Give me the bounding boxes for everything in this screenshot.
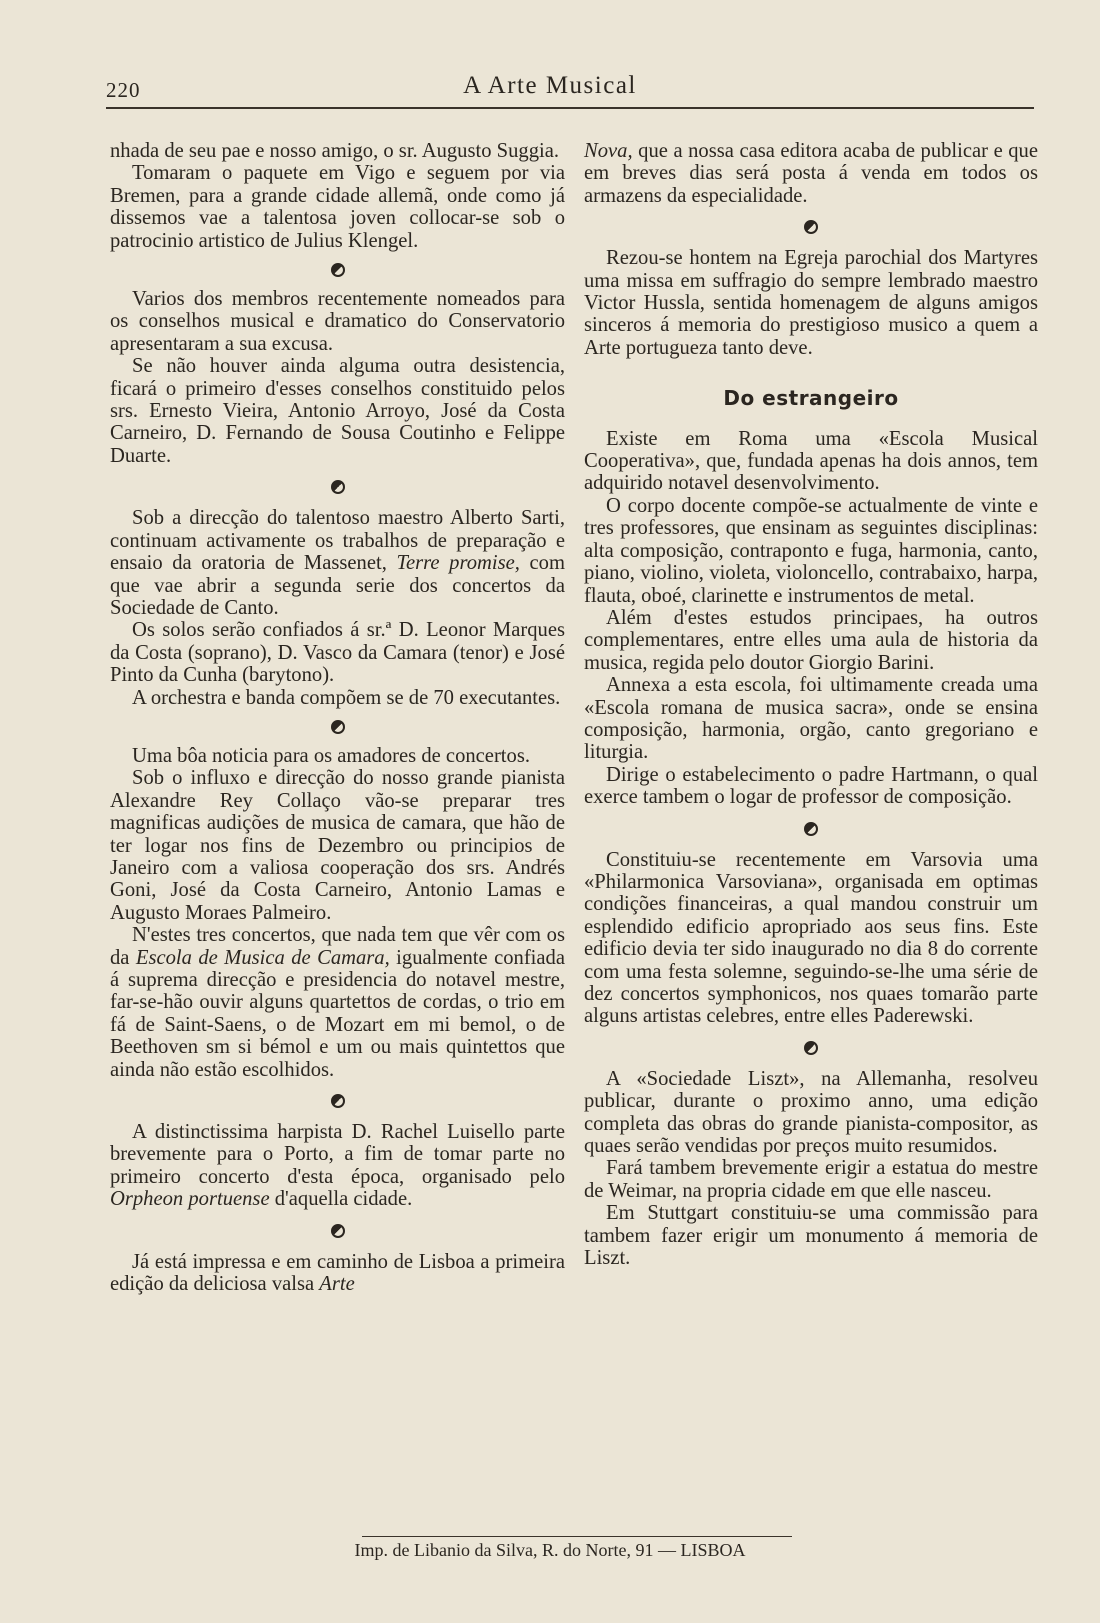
paragraph: N'estes tres concertos, que nada tem que vêr com os da Escola de Musica de Camara, igualmente confiada á suprema direcção e presidencia do notavel mestre, far-se-hão ouvir alguns quartettos de cordas, o trio em fá de Saint-Saens, o de Mozart em mi bemol, o de Beethoven sm si bémol e um ou mais quintettos que ainda não estão escolhidos. [110,924,565,1081]
left-column [110,140,565,1295]
section-ornament [584,207,1038,247]
paragraph: Os solos serão confiados á sr.ª D. Leonor Marques da Costa (soprano), D. Vasco da Camara (tenor) e José Pinto da Cunha (barytono). [110,619,565,687]
paragraph: Existe em Roma uma «Escola Musical Cooperativa», que, fundada apenas ha dois annos, tem adquirido notavel desenvolvimento. [584,427,1038,495]
ornament-icon [804,1041,818,1055]
paragraph: A distinctissima harpista D. Rachel Luisello parte brevemente para o Porto, a fim de tomar parte no primeiro concerto d'esta época, organisado pelo Orpheon portuense d'aquella cidade. [110,1121,565,1211]
ornament-icon [804,220,818,234]
paragraph: A «Sociedade Liszt», na Allemanha, resolveu publicar, durante o proximo anno, uma edição completa das obras do grande pianista-compositor, as quaes serão vendidas por preços muito resumidos. [584,1067,1038,1158]
section-ornament [110,252,565,288]
paragraph: Dirige o estabelecimento o padre Hartmann, o qual exerce tambem o logar de professor de composição. [584,763,1038,809]
paragraph: Nova, que a nossa casa editora acaba de publicar e que em breves dias será posta á venda em todos os armazens da especialidade. [584,140,1038,207]
paragraph: Sob o influxo e direcção do nosso grande pianista Alexandre Rey Collaço vão-se preparar tres magnificas audições de musica de camara, que hão de ter logar nos fins de Dezembro ou principios de Janeiro com a valiosa cooperação dos srs. Andrés Goni, José da Costa Carneiro, Antonio Lamas e Augusto Moraes Palmeiro. [110,767,565,924]
section-ornament [110,1211,565,1251]
paragraph: Fará tambem brevemente erigir a estatua do mestre de Weimar, na propria cidade em que elle nasceu. [584,1157,1038,1202]
paragraph: Annexa a esta escola, foi ultimamente creada uma «Escola romana de musica sacra», onde se ensina composição, harmonia, orgão, canto gregoriano e liturgia. [584,674,1038,764]
section-heading: Do estrangeiro [723,386,899,411]
paragraph: Rezou-se hontem na Egreja parochial dos Martyres uma missa em suffragio do sempre lembrado maestro Victor Hussla, sentida homenagem de alguns amigos sinceros á memoria do prestigioso musico a quem a Arte portugueza tanto deve. [584,247,1038,359]
institution-title: Orpheon portuense [110,1188,270,1211]
ornament-icon [331,263,345,277]
section-ornament [110,467,565,507]
paragraph: Sob a direcção do talentoso maestro Alberto Sarti, continuam activamente os trabalhos de preparação e ensaio da oratoria de Massenet, Terre promise, com que vae abrir a segunda serie dos concertos da Sociedade de Canto. [110,507,565,619]
paragraph: nhada de seu pae e nosso amigo, o sr. Augusto Suggia. [110,140,559,162]
section-ornament [110,709,565,745]
work-title: Nova, [584,140,633,162]
section-ornament [584,809,1038,849]
section-ornament [584,1028,1038,1068]
paragraph: Além d'estes estudos principaes, ha outros complementares, entre elles uma aula de historia da musica, regida pelo doutor Giorgio Barini. [584,606,1038,674]
paragraph: O corpo docente compõe-se actualmente de vinte e tres professores, que ensinam as seguintes disciplinas: alta composição, contraponto e fuga, harmonia, canto, piano, violino, violeta, violoncello, contrabaixo, harpa, flauta, oboé, clarinette e instrumentos de metal. [584,494,1038,607]
paragraph: Já está impressa e em caminho de Lisboa a primeira edição da deliciosa valsa Arte [110,1250,565,1296]
paragraph: Em Stuttgart constituiu-se uma commissão para tambem fazer erigir um monumento á memoria de Liszt. [584,1202,1038,1270]
work-title: Terre promise, [396,552,520,575]
ornament-icon [331,720,345,734]
right-column [584,140,1038,1269]
paragraph: Constituiu-se recentemente em Varsovia uma «Philarmonica Varsoviana», organisada em optimas condições financeiras, a qual mandou construir um esplendido edificio apropriado aos seus fins. Este edificio devia ter sido inaugurado no dia 8 do corrente com uma festa solemne, seguindo-se-lhe uma série de dez concertos symphonicos, nos quaes tomarão parte alguns artistas celebres, entre elles Paderewski. [584,848,1038,1028]
page-number: 220 [106,78,141,102]
paragraph: A orchestra e banda compõem se de 70 executantes. [132,686,561,709]
header-rule [106,107,1034,109]
footer-rule [362,1536,792,1537]
paragraph: Uma bôa noticia para os amadores de concertos. [132,744,530,767]
running-title: A Arte Musical [463,72,637,99]
paragraph: Varios dos membros recentemente nomeados para os conselhos musical e dramatico do Conservatorio apresentaram a sua excusa. [110,288,565,355]
paragraph: Tomaram o paquete em Vigo e seguem por via Bremen, para a grande cidade allemã, onde como já dissemos vae a talentosa joven collocar-se sob o patrocinio artistico de Julius Klengel. [110,162,565,252]
ornament-icon [804,822,818,836]
printer-imprint: Imp. de Libanio da Silva, R. do Norte, 91 — LISBOA [354,1540,746,1560]
ornament-icon [331,1224,345,1238]
paragraph: Se não houver ainda alguma outra desistencia, ficará o primeiro d'esses conselhos constituido pelos srs. Ernesto Vieira, Antonio Arroyo, José da Costa Carneiro, D. Fernando de Sousa Coutinho e Felippe Duarte. [110,355,565,467]
ornament-icon [331,480,345,494]
institution-title: Escola de Musica de Camara, [135,946,390,969]
work-title: Arte [319,1273,355,1296]
section-ornament [110,1081,565,1121]
ornament-icon [331,1094,345,1108]
